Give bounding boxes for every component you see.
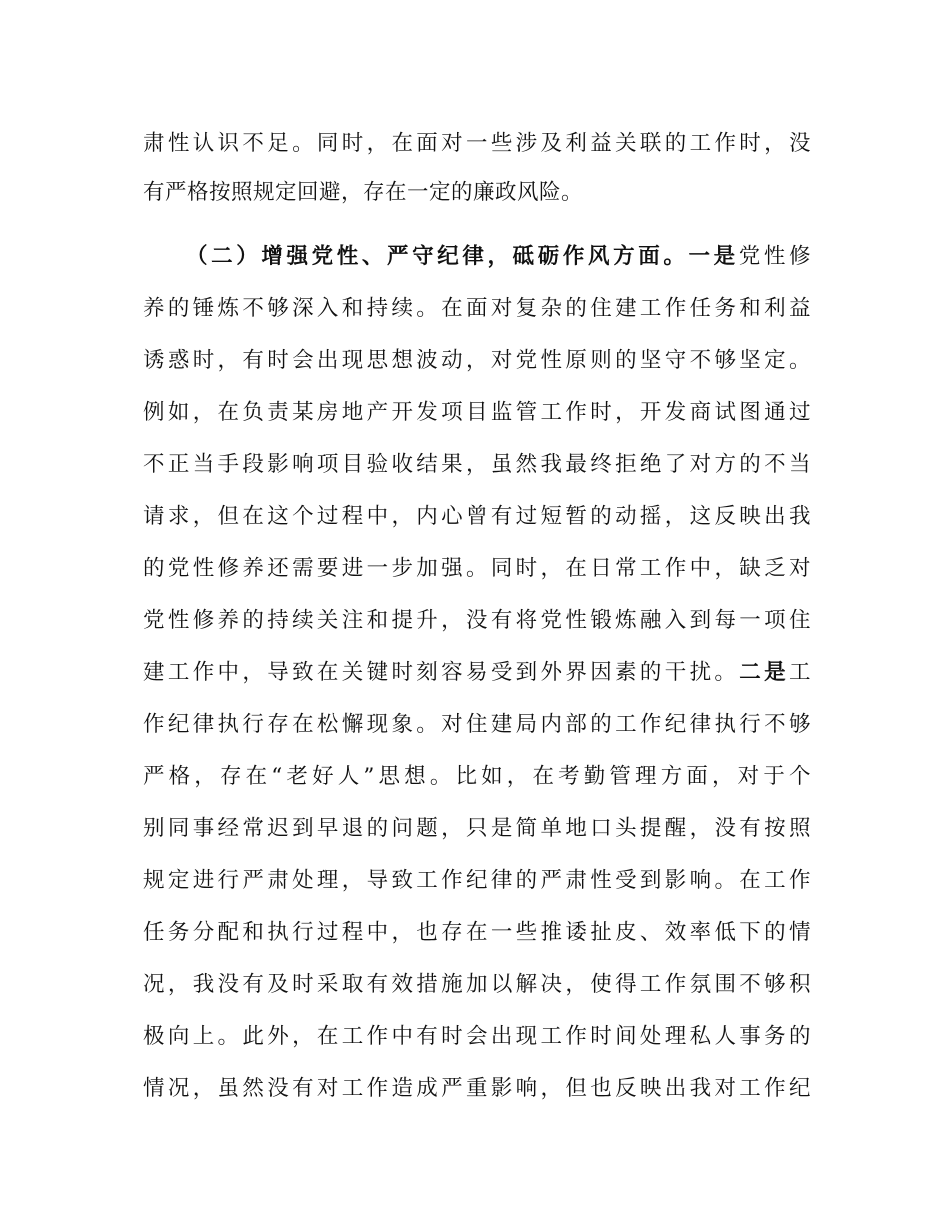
text-line: 例如，在负责某房地产开发项目监管工作时，开发商试图通过 <box>143 400 811 425</box>
text-line: 严格，存在“老好人”思想。比如，在考勤管理方面，对于个 <box>143 764 811 789</box>
text-line: 别同事经常迟到早退的问题，只是简单地口头提醒，没有按照 <box>143 816 811 841</box>
point-one-lead: 一是 <box>688 244 739 269</box>
text-line: 肃性认识不足。同时，在面对一些涉及利益关联的工作时，没 <box>143 131 811 156</box>
text-line: 不正当手段影响项目验收结果，虽然我最终拒绝了对方的不当 <box>143 452 811 477</box>
text-line: 作纪律执行存在松懈现象。对住建局内部的工作纪律执行不够 <box>143 712 811 737</box>
point-two-lead: 二是 <box>739 660 789 685</box>
text-line: 有严格按照规定回避，存在一定的廉政风险。 <box>143 180 584 205</box>
text-fragment: 党性修 <box>738 244 811 269</box>
text-line: 请求，但在这个过程中，内心曾有过短暂的动摇，这反映出我 <box>143 504 811 529</box>
text-line: 任务分配和执行过程中，也存在一些推诿扯皮、效率低下的情 <box>143 920 811 945</box>
text-line: 极向上。此外，在工作中有时会出现工作时间处理私人事务的 <box>143 1024 811 1049</box>
text-line: 的党性修养还需要进一步加强。同时，在日常工作中，缺乏对 <box>143 556 811 581</box>
text-line: 党性修养的持续关注和提升，没有将党性锻炼融入到每一项住 <box>143 608 811 633</box>
text-line-with-lead <box>143 653 811 693</box>
text-line: 情况，虽然没有对工作造成严重影响，但也反映出我对工作纪 <box>143 1076 811 1101</box>
text-line: 诱惑时，有时会出现思想波动，对党性原则的坚守不够坚定。 <box>143 348 811 373</box>
text-fragment: 建工作中，导致在关键时刻容易受到外界因素的干扰。 <box>143 660 740 685</box>
text-fragment: 工 <box>788 660 811 685</box>
section-heading: （二）增强党性、严守纪律，砥砺作风方面。 <box>186 244 689 269</box>
text-line: 况，我没有及时采取有效措施加以解决，使得工作氛围不够积 <box>143 972 811 997</box>
text-line: 养的锤炼不够深入和持续。在面对复杂的住建工作任务和利益 <box>143 296 811 321</box>
text-line: 规定进行严肃处理，导致工作纪律的严肃性受到影响。在工作 <box>143 868 811 893</box>
section-heading-line <box>143 237 811 277</box>
